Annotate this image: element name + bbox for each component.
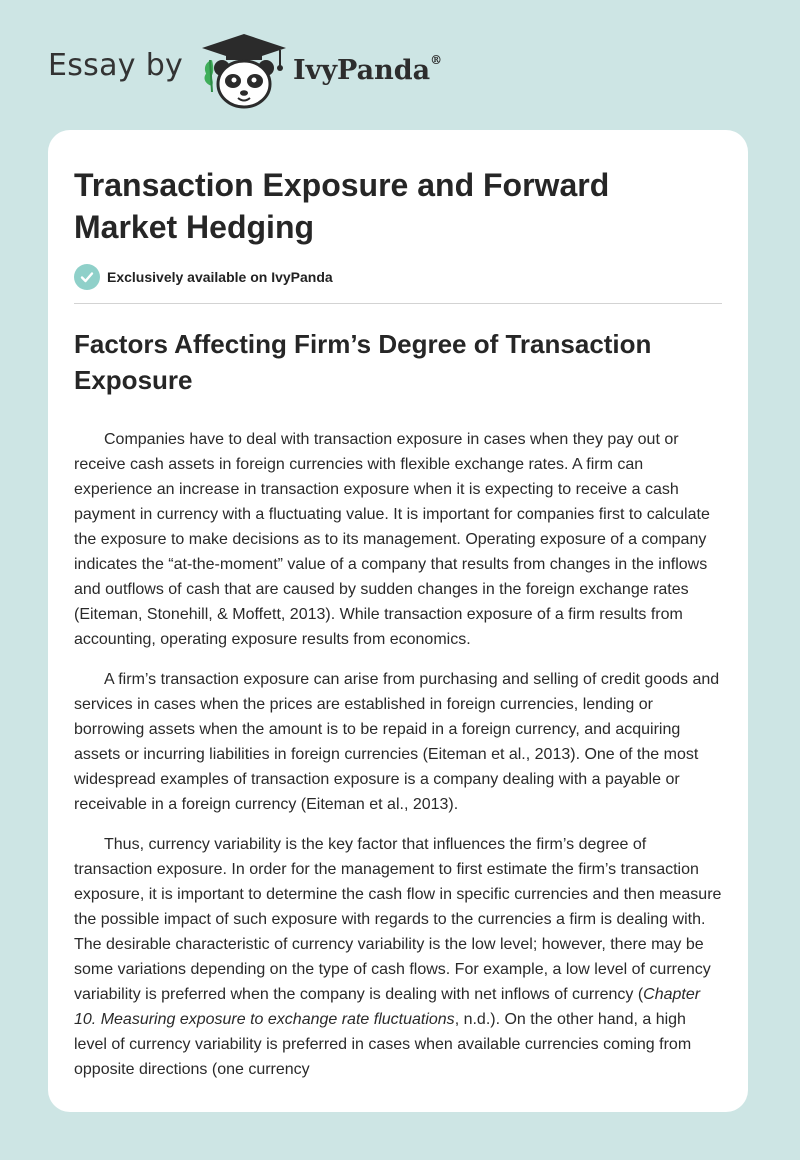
brand-name[interactable]: IvyPanda® (293, 53, 443, 86)
paragraph-1: Companies have to deal with transaction exposure in cases when they pay out or receive cash assets in foreign currencies with flexible exchange rates. A firm can experience an increase in transaction exposure when it is expecting to receive a cash payment in currency with a fluctuating value. It is important for companies first to calculate the exposure to make decisions as to its management. Operating exposure of a company indicates the “at-the-moment” value of a company that results from changes in the inflows and outflows of cash that are caused by sudden changes in the foreign exchange rates (Eiteman, Stonehill, & Moffett, 2013). While transaction exposure of a firm results from accounting, operating exposure results from economics. (74, 431, 710, 648)
divider (74, 303, 722, 304)
exclusive-badge (74, 263, 333, 291)
panda-graduate-icon[interactable] (198, 32, 290, 110)
essay-by-label: Essay by (48, 48, 184, 83)
check-icon (74, 264, 100, 290)
page-title: Transaction Exposure and Forward Market Hedging (74, 167, 610, 245)
section-heading: Factors Affecting Firm’s Degree of Transaction Exposure (74, 329, 652, 395)
paragraph-3: Thus, currency variability is the key factor that influences the firm’s degree of transaction exposure. In order for the management to first estimate the firm’s transaction exposure, it is important to determine the cash flow in specific currencies and then measure the possible impact of such exposure with regards to the currencies a firm is dealing with. The desirable characteristic of currency variability is the low level; however, there may be some variations depending on the type of cash flows. For example, a low level of currency variability is preferred when the company is dealing with net inflows of currency (Chapter 10. Measuring exposure to exchange rate fluctuations, n.d.). On the other hand, a high level of currency variability is preferred in cases when available currencies coming from opposite directions (one currency (74, 836, 722, 1078)
article-card (48, 130, 748, 1112)
site-header (0, 0, 800, 125)
citation-title: Chapter 10. Measuring exposure to exchange rate fluctuations (74, 986, 701, 1028)
badge-text: Exclusively available on IvyPanda (107, 269, 333, 285)
article-body (74, 427, 722, 1097)
paragraph-2: A firm’s transaction exposure can arise from purchasing and selling of credit goods and services in cases when the prices are established in foreign currencies, lending or borrowing assets when the amount is to be repaid in a foreign currency, and acquiring assets or incurring liabilities in foreign currencies (Eiteman et al., 2013). One of the most widespread examples of transaction exposure is a company dealing with a payable or receivable in a foreign currency (Eiteman et al., 2013). (74, 671, 720, 813)
